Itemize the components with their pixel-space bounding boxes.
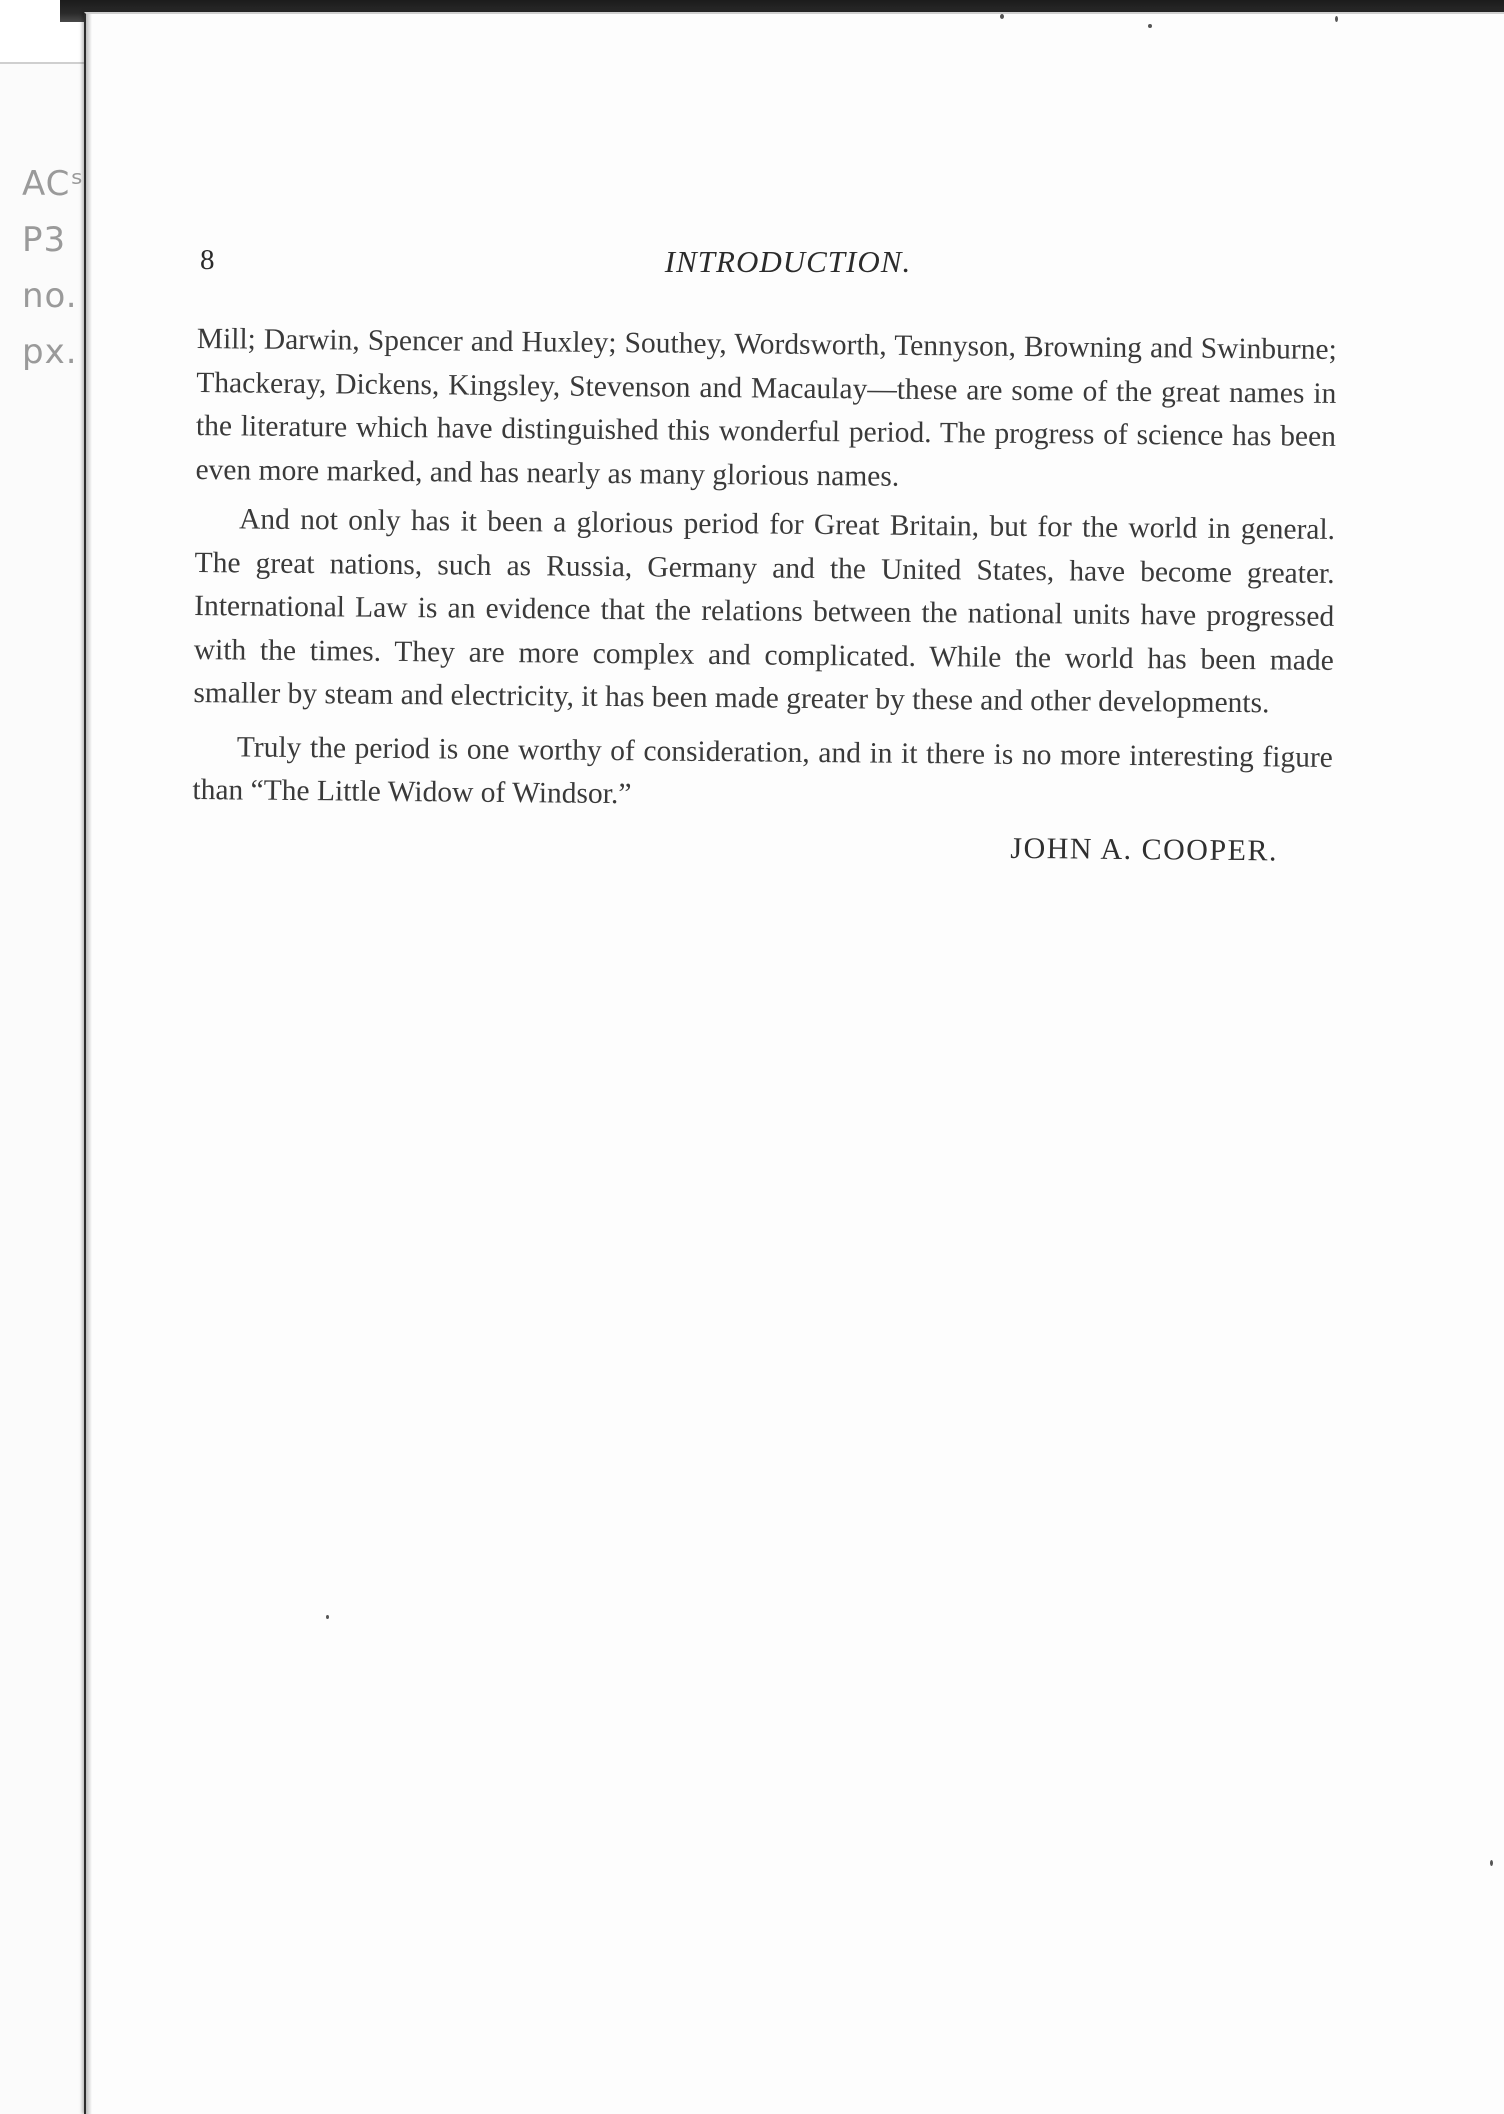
paragraph-2: And not only has it been a glorious period for Great Britain, but for the world in general. The great nations, such as Russia, Germany and the United States, have become greater. International Law is an evidence that the relations between the national units have progressed with the times. They are more complex and complicated. While the world has been made smaller by steam and electricity, it has been made greater by these and other developments. bbox=[193, 503, 1336, 720]
margin-note-line: no. bbox=[22, 276, 78, 316]
margin-note-line: P3 bbox=[22, 220, 67, 260]
paragraph-1: Mill; Darwin, Spencer and Huxley; Southey, Wordsworth, Tennyson, Browning and Swinburne; Thackeray, Dickens, Kingsley, Stevenson and Macaulay—these are some of the great names in the literature which have distinguished this wonderful period. The progress of science has been even more marked, and has nearly as many glorious names. bbox=[195, 322, 1337, 493]
speck bbox=[1490, 1860, 1493, 1866]
speck bbox=[1335, 16, 1338, 22]
page-edge-shadow bbox=[86, 14, 92, 2114]
handwritten-call-number bbox=[22, 156, 92, 380]
margin-note-line: px. bbox=[22, 332, 78, 372]
page-number: 8 bbox=[200, 244, 215, 276]
body-text bbox=[192, 318, 1337, 873]
speck bbox=[326, 1615, 329, 1619]
speck bbox=[1148, 24, 1152, 28]
running-title: INTRODUCTION. bbox=[664, 244, 912, 279]
margin-note-line: ACˢ bbox=[22, 164, 85, 204]
paragraph-3: Truly the period is one worthy of consideration, and in it there is no more interesting figure than “The Little Widow of Windsor.” bbox=[192, 730, 1333, 811]
speck bbox=[1000, 14, 1004, 19]
running-head bbox=[200, 244, 1336, 290]
author-signature: JOHN A. COOPER. bbox=[1010, 831, 1279, 867]
